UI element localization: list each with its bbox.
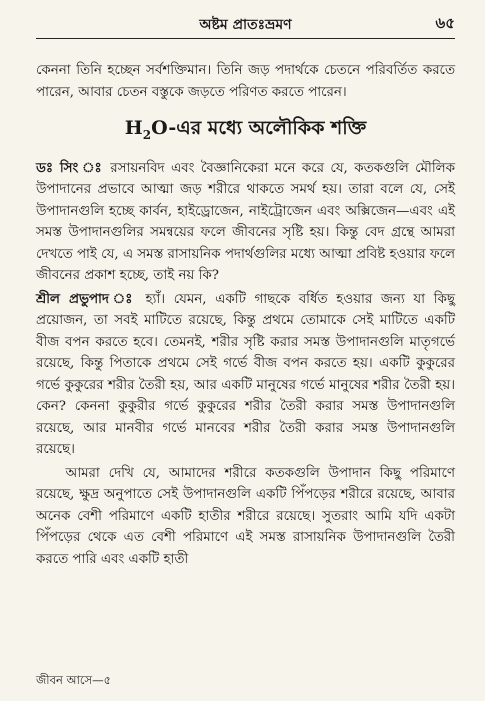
running-head: অষ্টম প্রাতঃভ্রমণ (199, 17, 292, 33)
dialogue-text: হ্যাঁ। যেমন, একটি গাছকে বর্ধিত হওয়ার জন্য যা কিছু প্রয়োজন, তা সবই মাটিতে রয়েছে, কিন্তু প্রথমে তোমাকে সেই মাটিতে একটি বীজ বপন করতে হবে। তেমনই, শরীর সৃষ্টি করার সমস্ত উপাদানগুলি মাতৃগর্ভে রয়েছে, কিন্তু পিতাকে প্রথমে সেই গর্ভে বীজ বপন করতে হয়। একটি কুকুরের গর্ভে কুকুরের শরীর তৈরী হয়, আর একটি মানুষের গর্ভে মানুষের শরীর তৈরী হয়। কেন? কেননা কুকুরীর গর্ভে কুকুরের শরীর তৈরী করার সমস্ত উপাদানগুলি রয়েছে, আর মানবীর গর্ভে মানবের শরীর তৈরী করার সমস্ত উপাদানগুলি রয়েছে। (36, 291, 456, 458)
dialogue-entry (36, 158, 455, 287)
intro-paragraph: কেননা তিনি হচ্ছেন সর্বশক্তিমান। তিনি জড় পদার্থকে চেতনে পরিবর্তিত করতে পারেন, আবার চেতন বস্তুকে জড়তে পরিণত করতে পারেন। (36, 63, 455, 100)
section-title: -এর মধ্যে অলৌকিক শক্তি (168, 117, 367, 139)
closing-paragraph: আমরা দেখি যে, আমাদের শরীরে কতকগুলি উপাদান কিছু পরিমাণে রয়েছে, ক্ষুদ্র অনুপাতে সেই উপাদানগুলি একটি পিঁপড়ের শরীরে রয়েছে, আবার অনেক বেশী পরিমাণে একটি হাতীর শরীরে রয়েছে। সুতরাং আমি যদি একটা পিঁপড়ের থেকে এত বেশী পরিমাণে এই সমস্ত রাসায়নিক উপাদানগুলি তৈরী করতে পারি এবং একটি হাতী (36, 465, 455, 567)
body-text (36, 60, 455, 570)
footer-signature: জীবন আসে—৫ (36, 673, 112, 687)
speaker-label: ডঃ সিং ঃ (36, 159, 104, 176)
section-heading (36, 115, 455, 148)
formula-subscript: 2 (142, 127, 152, 142)
formula-h: H (124, 117, 143, 139)
page-header (36, 8, 455, 39)
page-number: ৬৫ (435, 14, 455, 32)
dialogue-entry (36, 289, 455, 461)
dialogue-text: রসায়নবিদ এবং বৈজ্ঞানিকেরা মনে করে যে, কতকগুলি মৌলিক উপাদানের প্রভাবে আত্মা জড় শরীরে থাকতে সমর্থ হয়। তারা বলে যে, সেই উপাদানগুলি হচ্ছে কার্বন, হাইড্রোজেন, নাইট্রোজেন এবং অক্সিজেন—এবং এই সমস্ত উপাদানগুলির সমন্বয়ের ফলে জীবনের সৃষ্টি হয়। কিন্তু বেদ গ্রন্থে আমরা দেখতে পাই যে, এ সমস্ত রাসায়নিক পদার্থগুলির মধ্যে আত্মা প্রবিষ্ট হওয়ার ফলে জীবনের প্রকাশ হচ্ছে, তাই নয় কি? (36, 160, 455, 284)
formula-o: O (151, 117, 169, 139)
speaker-label: শ্রীল প্রভুপাদ ঃ (36, 290, 137, 307)
